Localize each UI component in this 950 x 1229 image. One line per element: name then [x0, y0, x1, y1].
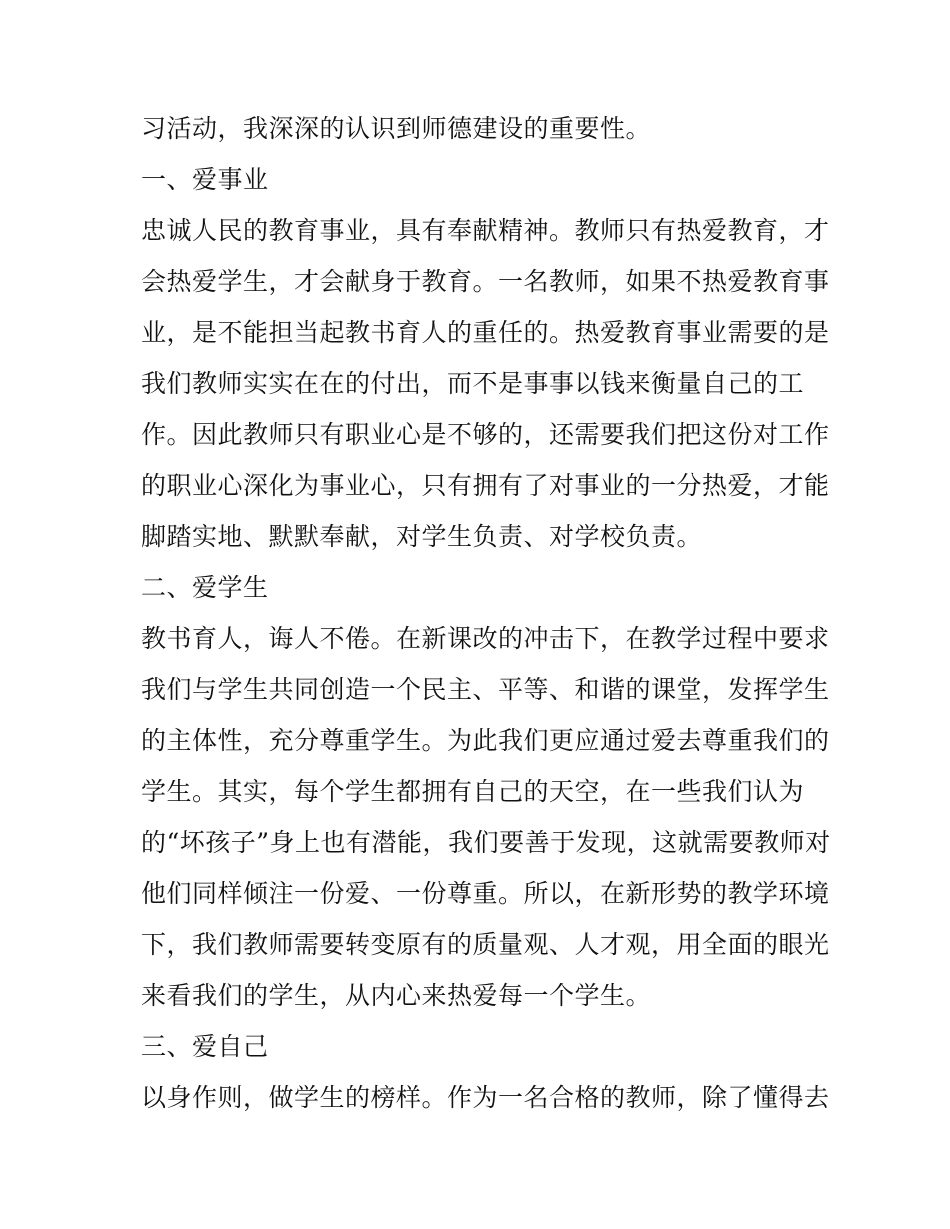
text-line: 学生。其实，每个学生都拥有自己的天空，在一些我们认为 [141, 777, 805, 806]
text-line: 作。因此教师只有职业心是不够的，还需要我们把这份对工作 [141, 420, 830, 449]
text-line: 会热爱学生，才会献身于教育。一名教师，如果不热爱教育事 [141, 267, 830, 296]
text-line: 教书育人，诲人不倦。在新课改的冲击下，在教学过程中要求 [141, 624, 830, 653]
text-line: 我们教师实实在在的付出，而不是事事以钱来衡量自己的工 [141, 369, 805, 398]
text-line: 的职业心深化为事业心，只有拥有了对事业的一分热爱，才能 [141, 471, 830, 500]
section-heading: 三、爱自己 [141, 1032, 269, 1061]
text-line: 脚踏实地、默默奉献，对学生负责、对学校负责。 [141, 522, 703, 551]
text-line: 习活动，我深深的认识到师德建设的重要性。 [141, 114, 652, 143]
text-line: 下，我们教师需要转变原有的质量观、人才观，用全面的眼光 [141, 930, 830, 959]
text-line: 的“坏孩子”身上也有潜能，我们要善于发现，这就需要教师对 [141, 828, 831, 857]
text-line: 的主体性，充分尊重学生。为此我们更应通过爱去尊重我们的 [141, 726, 830, 755]
text-line: 他们同样倾注一份爱、一份尊重。所以，在新形势的教学环境 [141, 879, 830, 908]
text-line: 以身作则，做学生的榜样。作为一名合格的教师，除了懂得去 [141, 1083, 830, 1112]
section-heading: 二、爱学生 [141, 573, 269, 602]
text-line: 来看我们的学生，从内心来热爱每一个学生。 [141, 981, 652, 1010]
section-heading: 一、爱事业 [141, 165, 269, 194]
text-line: 我们与学生共同创造一个民主、平等、和谐的课堂，发挥学生 [141, 675, 830, 704]
text-line: 忠诚人民的教育事业，具有奉献精神。教师只有热爱教育，才 [141, 216, 830, 245]
text-line: 业，是不能担当起教书育人的重任的。热爱教育事业需要的是 [141, 318, 830, 347]
